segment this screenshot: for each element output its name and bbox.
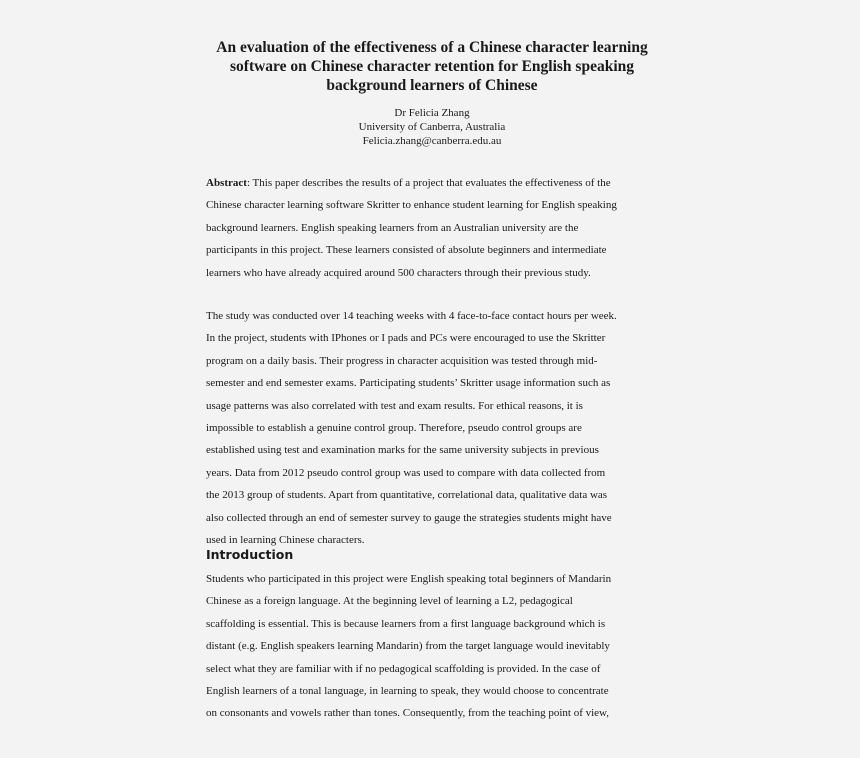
introduction-line: scaffolding is essential. This is because learners from a first language background which is	[206, 617, 606, 630]
study-line: In the project, students with IPhones or I pads and PCs were encouraged to use the Skritter	[206, 332, 606, 345]
abstract-paragraph	[206, 172, 666, 284]
author-affiliation: University of Canberra, Australia	[358, 121, 506, 133]
study-paragraph	[206, 305, 666, 551]
study-line: usage patterns was also correlated with test and exam results. For ethical reasons, it is	[206, 399, 583, 412]
study-line: also collected through an end of semester survey to gauge the strategies students might have	[206, 511, 612, 524]
study-line: program on a daily basis. Their progress in character acquisition was tested through mid-	[206, 354, 598, 367]
paper-title-line: An evaluation of the effectiveness of a Chinese character learning	[216, 39, 648, 56]
abstract-line: Chinese character learning software Skritter to enhance student learning for English speaking	[206, 199, 617, 212]
introduction-line: Chinese as a foreign language. At the beginning level of learning a L2, pedagogical	[206, 595, 573, 608]
introduction-paragraph	[206, 568, 666, 725]
author-email: Felicia.zhang@canberra.edu.au	[362, 135, 502, 147]
study-line: impossible to establish a genuine control group. Therefore, pseudo control groups are	[206, 422, 582, 435]
introduction-line: English learners of a tonal language, in learning to speak, they would choose to concentrate	[206, 685, 609, 698]
author-block	[250, 106, 614, 148]
abstract-line	[206, 172, 666, 194]
study-line: years. Data from 2012 pseudo control group was used to compare with data collected from	[206, 466, 606, 479]
paper-title-line: background learners of Chinese	[326, 77, 538, 94]
abstract-label: Abstract	[206, 177, 247, 189]
abstract-line: learners who have already acquired around 500 characters through their previous study.	[206, 266, 591, 279]
paper-title	[150, 38, 714, 95]
paper-title-line: software on Chinese character retention for English speaking	[230, 58, 634, 75]
study-line: established using test and examination marks for the same university subjects in previous	[206, 444, 599, 457]
abstract-line: participants in this project. These learners consisted of absolute beginners and intermediate	[206, 244, 607, 257]
introduction-line: Students who participated in this project were English speaking total beginners of Mandarin	[206, 573, 612, 585]
abstract-line: background learners. English speaking learners from an Australian university are the	[206, 221, 579, 234]
introduction-heading: Introduction	[206, 547, 294, 562]
author-name: Dr Felicia Zhang	[394, 107, 470, 119]
study-line: The study was conducted over 14 teaching weeks with 4 face-to-face contact hours per week.	[206, 310, 617, 322]
study-line: used in learning Chinese characters.	[206, 534, 365, 547]
abstract-line-text: : This paper describes the results of a project that evaluates the effectiveness of the	[246, 177, 611, 189]
introduction-line: on consonants and vowels rather than tones. Consequently, from the teaching point of view,	[206, 707, 610, 720]
introduction-line: select what they are familiar with if no pedagogical scaffolding is provided. In the case of	[206, 662, 601, 675]
study-line: the 2013 group of students. Apart from quantitative, correlational data, qualitative data was	[206, 489, 608, 502]
introduction-line: distant (e.g. English speakers learning Mandarin) from the target language would inevitably	[206, 640, 610, 653]
study-line: semester and end semester exams. Participating students’ Skritter usage information such as	[206, 377, 611, 390]
